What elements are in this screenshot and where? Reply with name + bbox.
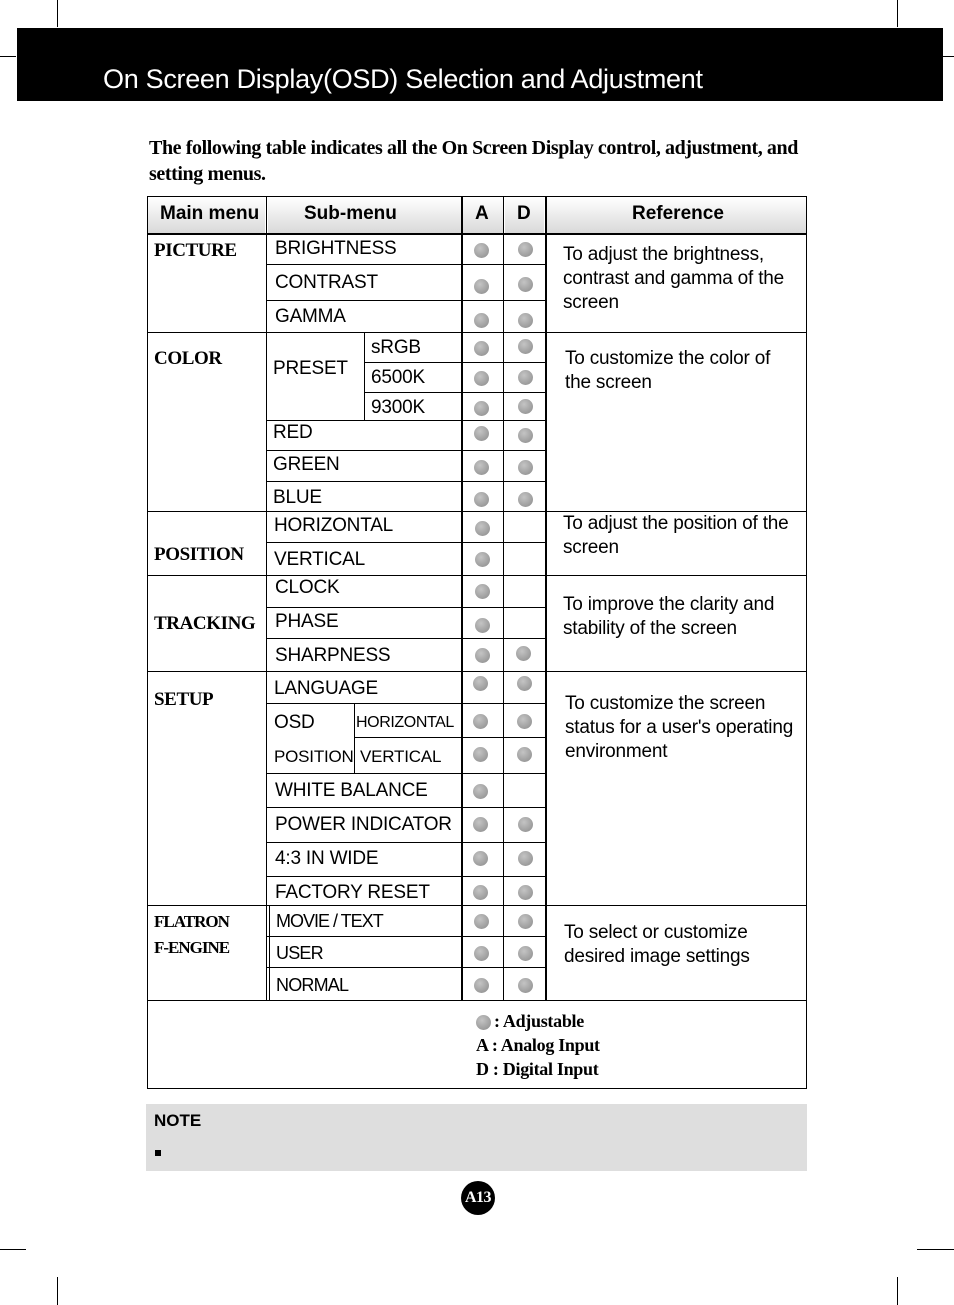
submenu-red: RED <box>273 422 313 443</box>
main-menu-flatron: FLATRON <box>154 912 229 931</box>
column-header-main-menu: Main menu <box>160 203 260 224</box>
adjustable-dot <box>474 914 489 929</box>
adjustable-dot <box>517 714 532 729</box>
table-border <box>147 575 807 576</box>
adjustable-dot <box>518 946 533 961</box>
table-border <box>266 450 545 451</box>
submenu-osd-position: POSITION <box>274 747 354 766</box>
submenu-blue: BLUE <box>273 487 322 508</box>
adjustable-dot <box>517 747 532 762</box>
adjustable-dot <box>473 817 488 832</box>
adjustable-dot <box>475 648 490 663</box>
adjustable-dot <box>518 428 533 443</box>
adjustable-dot <box>518 914 533 929</box>
column-header-analog: A <box>475 203 489 224</box>
table-border <box>147 1088 807 1089</box>
table-border <box>364 392 545 393</box>
table-border <box>503 196 504 1001</box>
main-menu-f-engine: F-ENGINE <box>154 938 230 957</box>
submenu-sharpness: SHARPNESS <box>275 645 391 666</box>
column-header-sub-menu: Sub-menu <box>304 203 397 224</box>
adjustable-dot <box>517 676 532 691</box>
table-border <box>269 905 270 1001</box>
adjustable-dot <box>474 946 489 961</box>
reference-picture: To adjust the brightness, contrast and gamma of the screen <box>563 244 785 313</box>
adjustable-dot <box>474 243 489 258</box>
submenu-clock: CLOCK <box>275 577 340 598</box>
table-border <box>147 196 807 197</box>
legend-digital: D : Digital Input <box>476 1059 599 1079</box>
adjustable-dot <box>474 492 489 507</box>
reference-setup: To customize the screen status for a user's operating environment <box>565 693 794 762</box>
table-border <box>266 773 545 774</box>
adjustable-dot <box>516 646 531 661</box>
adjustable-dot <box>518 399 533 414</box>
note-box <box>146 1104 807 1171</box>
column-header-reference: Reference <box>632 203 724 224</box>
adjustable-dot <box>473 851 488 866</box>
table-border <box>266 842 545 843</box>
adjustable-dot <box>518 277 533 292</box>
adjustable-dot <box>518 851 533 866</box>
adjustable-dot <box>518 339 533 354</box>
main-menu-color: COLOR <box>154 348 222 369</box>
adjustable-dot <box>518 885 533 900</box>
reference-position: To adjust the position of the screen <box>563 513 789 558</box>
submenu-osd: OSD <box>274 712 315 733</box>
submenu-gamma: GAMMA <box>275 306 346 327</box>
main-menu-tracking: TRACKING <box>154 613 256 634</box>
submenu-horizontal: HORIZONTAL <box>274 515 394 536</box>
page-title: On Screen Display(OSD) Selection and Adjustment <box>103 64 703 94</box>
adjustable-dot <box>518 313 533 328</box>
adjustable-dot <box>473 784 488 799</box>
intro-text: The following table indicates all the On Screen Display control, adjustment, and setting menus. <box>149 137 798 185</box>
table-border <box>266 264 545 265</box>
submenu-white-balance: WHITE BALANCE <box>275 780 428 801</box>
submenu-contrast: CONTRAST <box>275 272 378 293</box>
submenu-osd-vertical: VERTICAL <box>360 747 442 766</box>
reference-color: To customize the color of the screen <box>565 348 771 393</box>
adjustable-dot <box>474 313 489 328</box>
submenu-srgb: sRGB <box>371 337 421 358</box>
table-border <box>266 300 545 301</box>
table-border <box>147 196 148 1089</box>
adjustable-dot <box>518 370 533 385</box>
submenu-user: USER <box>276 943 323 963</box>
adjustable-dot <box>518 242 533 257</box>
table-border <box>266 638 545 639</box>
table-border <box>266 936 545 937</box>
table-border <box>266 703 545 704</box>
table-border <box>266 967 545 968</box>
table-border <box>354 703 355 773</box>
table-border <box>266 481 545 482</box>
adjustable-dot <box>473 885 488 900</box>
adjustable-dot <box>474 279 489 294</box>
table-border <box>266 607 545 608</box>
submenu-language: LANGUAGE <box>274 678 378 699</box>
table-border <box>266 542 545 543</box>
legend-adjustable-dot <box>476 1015 491 1030</box>
table-border <box>806 196 807 1089</box>
adjustable-dot <box>474 401 489 416</box>
submenu-movie-text: MOVIE / TEXT <box>276 911 383 931</box>
adjustable-dot <box>518 978 533 993</box>
table-border <box>147 233 807 235</box>
main-menu-position: POSITION <box>154 544 244 565</box>
submenu-power-indicator: POWER INDICATOR <box>275 814 452 835</box>
submenu-vertical: VERTICAL <box>274 549 365 570</box>
table-border <box>147 332 807 333</box>
adjustable-dot <box>475 618 490 633</box>
submenu-osd-horizontal: HORIZONTAL <box>356 714 454 731</box>
legend-adjustable: : Adjustable <box>494 1011 584 1031</box>
table-border <box>354 737 545 738</box>
adjustable-dot <box>473 676 488 691</box>
table-border <box>266 876 545 877</box>
table-border <box>545 196 547 1001</box>
reference-flatron: To select or customize desired image settings <box>564 922 750 967</box>
adjustable-dot <box>474 371 489 386</box>
table-border <box>364 362 545 363</box>
table-border <box>147 671 807 672</box>
submenu-brightness: BRIGHTNESS <box>275 238 397 259</box>
column-header-digital: D <box>517 203 531 224</box>
adjustable-dot <box>475 521 490 536</box>
submenu-4-3-in-wide: 4:3 IN WIDE <box>275 848 379 869</box>
reference-tracking: To improve the clarity and stability of the screen <box>563 594 775 639</box>
page-number-badge: A13 <box>461 1181 495 1215</box>
legend-analog: A : Analog Input <box>476 1035 600 1055</box>
table-border <box>147 905 807 906</box>
adjustable-dot <box>474 341 489 356</box>
submenu-9300k: 9300K <box>371 397 425 418</box>
submenu-preset: PRESET <box>273 358 348 379</box>
adjustable-dot <box>473 747 488 762</box>
adjustable-dot <box>474 426 489 441</box>
submenu-green: GREEN <box>273 454 340 475</box>
table-border <box>364 332 365 420</box>
table-border <box>266 807 545 808</box>
adjustable-dot <box>518 817 533 832</box>
adjustable-dot <box>475 552 490 567</box>
note-label: NOTE <box>154 1111 202 1130</box>
main-menu-picture: PICTURE <box>154 240 237 261</box>
table-border <box>461 196 463 1001</box>
table-border <box>147 1000 807 1001</box>
main-menu-setup: SETUP <box>154 689 214 710</box>
adjustable-dot <box>474 460 489 475</box>
adjustable-dot <box>518 460 533 475</box>
submenu-phase: PHASE <box>275 611 339 632</box>
adjustable-dot <box>518 492 533 507</box>
adjustable-dot <box>474 978 489 993</box>
note-bullet <box>155 1150 161 1156</box>
table-border <box>266 420 545 421</box>
adjustable-dot <box>475 584 490 599</box>
submenu-factory-reset: FACTORY RESET <box>275 882 430 903</box>
adjustable-dot <box>473 714 488 729</box>
submenu-normal: NORMAL <box>276 975 349 995</box>
table-border <box>266 196 267 1001</box>
submenu-6500k: 6500K <box>371 367 425 388</box>
